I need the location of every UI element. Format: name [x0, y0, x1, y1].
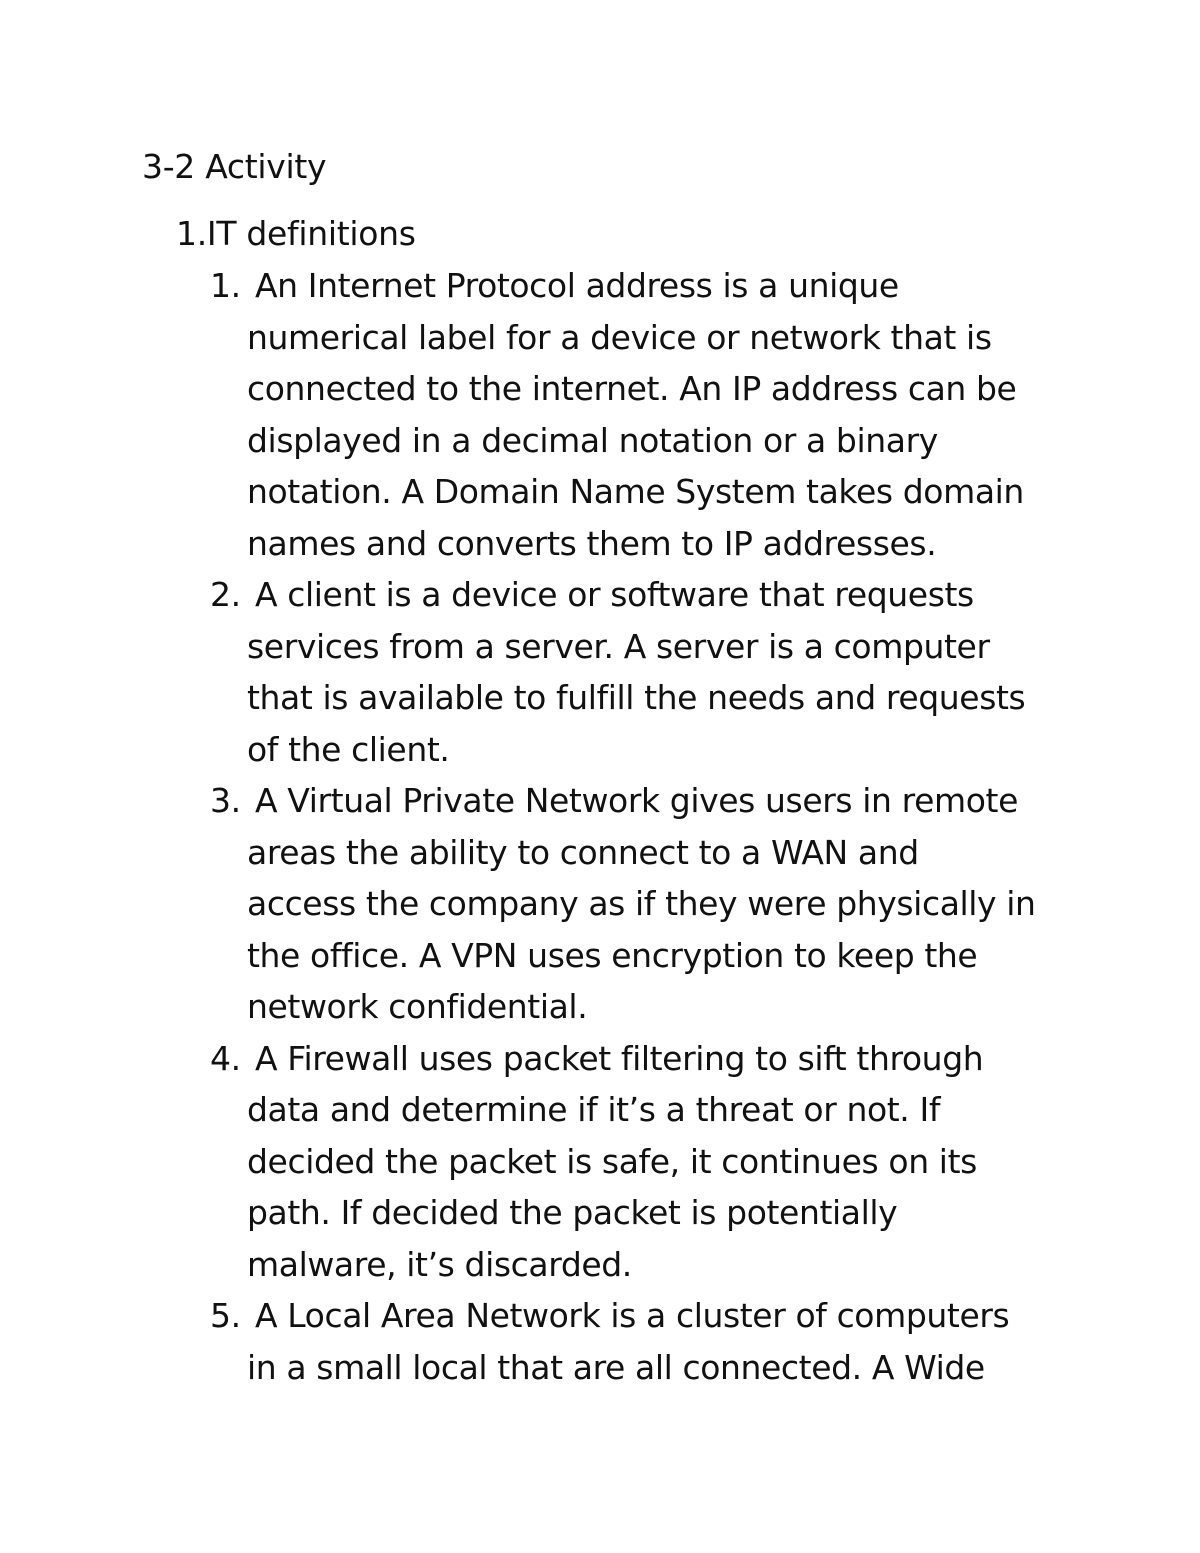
list-item-line: An Internet Protocol address is a unique	[255, 266, 899, 305]
list-item-line: the office. A VPN uses encryption to keep the	[247, 935, 978, 975]
list-item	[210, 260, 1090, 569]
list-item-line: access the company as if they were physically in	[247, 884, 1036, 923]
list-item-number: 2.	[210, 575, 241, 614]
list-item-line: notation. A Domain Name System takes domain	[247, 472, 1024, 511]
list-item-line: network confidential.	[247, 987, 588, 1026]
list-item-line: names and converts them to IP addresses.	[247, 523, 937, 563]
list-item-line: malware, it’s discarded.	[247, 1244, 632, 1284]
list-item-line: path. If decided the packet is potentially	[247, 1193, 898, 1232]
list-item-line: that is available to fulfill the needs and requests	[247, 678, 1026, 717]
list-item-line: in a small local that are all connected. A Wide	[247, 1347, 985, 1387]
list-item	[210, 1290, 1090, 1393]
list-item-line: A Virtual Private Network gives users in remote	[255, 781, 1018, 820]
list-item-line: data and determine if it’s a threat or not. If	[247, 1090, 941, 1129]
list-item-line: A Local Area Network is a cluster of computers	[255, 1296, 1010, 1335]
definitions-list	[210, 260, 1090, 1393]
section-heading	[176, 208, 416, 259]
document-title: 3-2 Activity	[142, 147, 327, 186]
list-item-line: of the client.	[247, 729, 450, 769]
list-item-number: 1.	[210, 266, 241, 305]
list-item-line: numerical label for a device or network that is	[247, 317, 992, 357]
list-item-line: A client is a device or software that requests	[255, 575, 974, 614]
section-heading-text: IT definitions	[206, 214, 416, 253]
list-item-line: A Firewall uses packet filtering to sift through	[255, 1038, 984, 1078]
list-item-line: displayed in a decimal notation or a binary	[247, 420, 938, 460]
list-item	[210, 1033, 1090, 1291]
list-item-line: connected to the internet. An IP address can be	[247, 369, 1017, 408]
list-item	[210, 775, 1090, 1033]
section-number: 1.	[176, 214, 207, 253]
list-item-line: areas the ability to connect to a WAN and	[247, 832, 919, 872]
list-item-line: decided the packet is safe, it continues on its	[247, 1141, 977, 1181]
list-item-line: services from a server. A server is a computer	[247, 626, 990, 666]
list-item-number: 4.	[210, 1038, 241, 1078]
list-item-number: 5.	[210, 1296, 241, 1335]
list-item	[210, 569, 1090, 775]
list-item-number: 3.	[210, 781, 241, 820]
